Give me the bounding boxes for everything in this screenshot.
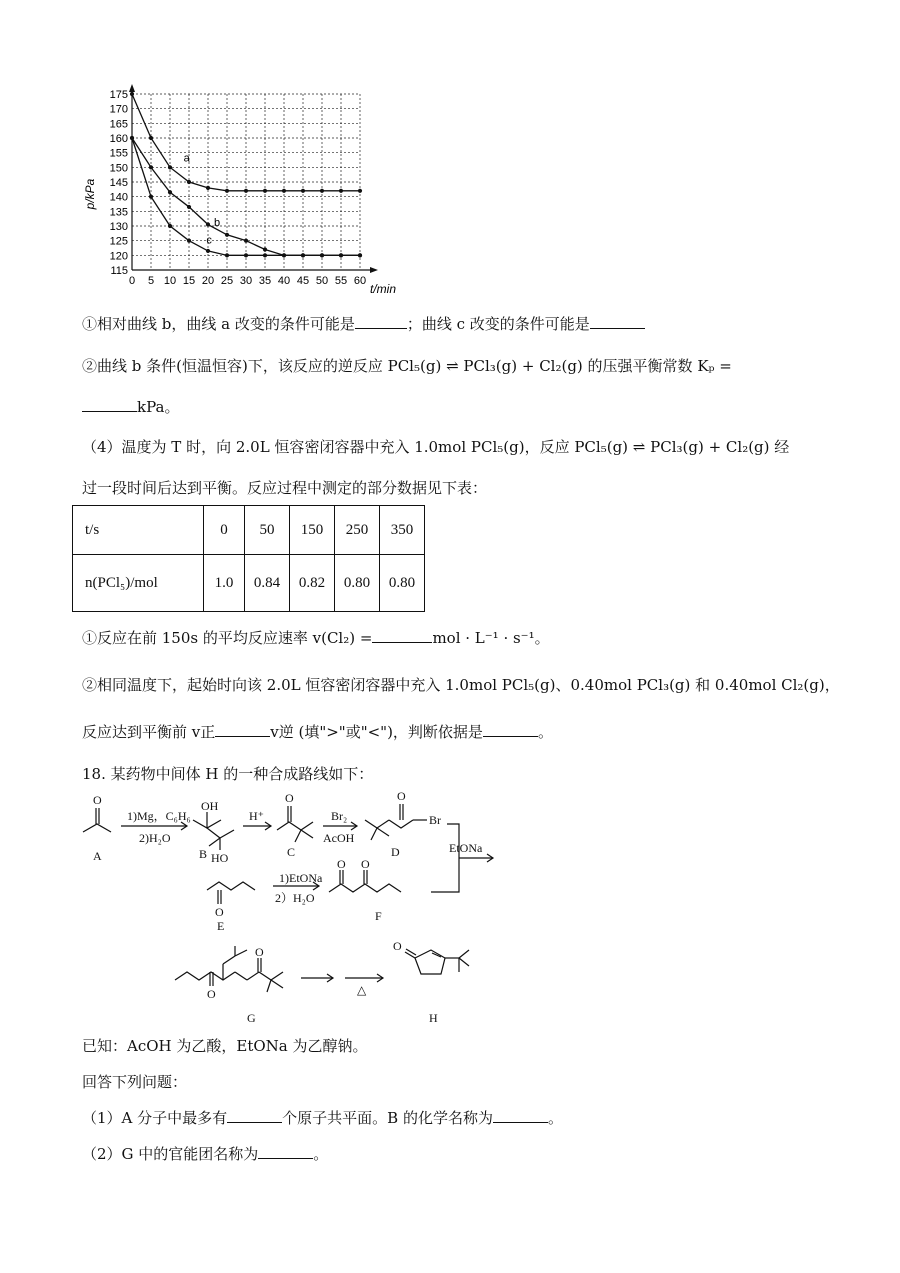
- series-a-point: [263, 247, 267, 251]
- series-b-point: [206, 186, 210, 190]
- y-tick-label: 130: [109, 221, 128, 233]
- oxygen-label: O: [285, 791, 294, 805]
- x-tick-label: 40: [277, 275, 291, 287]
- q18-p1-text-a: （1）A 分子中最多有: [82, 1109, 228, 1127]
- series-b-point: [320, 189, 324, 193]
- label-C: C: [287, 845, 296, 859]
- series-c-point: [244, 253, 248, 257]
- series-b-point: [339, 189, 343, 193]
- oxygen-label: O: [361, 857, 370, 871]
- x-tick-label: 25: [220, 275, 234, 287]
- oxygen-label: O: [207, 987, 216, 1001]
- label-A: A: [93, 849, 102, 863]
- q18-known: 已知：AcOH 为乙酸，EtONa 为乙醇钠。: [82, 1037, 368, 1055]
- answer-blank-c[interactable]: [590, 314, 645, 329]
- series-a-label: a: [183, 152, 190, 165]
- reagent-3a: Br₂: [331, 809, 348, 823]
- x-axis-arrow: [370, 267, 378, 273]
- answer-blank-rate[interactable]: [372, 628, 432, 643]
- reagent-3b: AcOH: [323, 831, 355, 845]
- table-row: [73, 555, 425, 612]
- answer-blank-atoms[interactable]: [227, 1108, 282, 1123]
- q3-line1: [82, 314, 645, 334]
- answer-blank-kp[interactable]: [82, 397, 137, 412]
- reagent-5a: 1)EtONa: [279, 871, 323, 885]
- reagent-2: H⁺: [249, 809, 264, 823]
- data-table: [72, 505, 425, 612]
- x-tick-label: 45: [296, 275, 310, 287]
- series-b-point: [263, 189, 267, 193]
- y-axis-label: p/kPa: [83, 178, 97, 210]
- reagent-1a: 1)Mg，C₆H₆: [127, 809, 191, 823]
- q4-sub3: [82, 722, 553, 742]
- ho-label: HO: [211, 851, 229, 865]
- q18-p1-text-c: 。: [547, 1109, 563, 1127]
- oxygen-label: O: [397, 790, 406, 803]
- series-c-point: [206, 249, 210, 253]
- label-F: F: [375, 909, 382, 923]
- series-c-point: [187, 239, 191, 243]
- table-cell: n(PCl₅)/mol: [73, 555, 204, 612]
- series-b-point: [168, 165, 172, 169]
- series-b-point: [187, 180, 191, 184]
- series-b-point: [130, 92, 134, 96]
- q18-part2: [82, 1144, 328, 1164]
- q18-part1: [82, 1108, 563, 1128]
- oxygen-label: O: [337, 857, 346, 871]
- series-c-point: [130, 136, 134, 140]
- series-a-point: [149, 165, 153, 169]
- y-tick-label: 140: [109, 191, 128, 204]
- oxygen-label: O: [393, 939, 402, 953]
- q18-p2-text-a: （2）G 中的官能团名称为: [82, 1145, 259, 1163]
- label-B: B: [199, 847, 208, 861]
- table-cell: 1.0: [204, 555, 245, 612]
- oxygen-label: O: [215, 905, 224, 919]
- series-b-point: [358, 189, 362, 193]
- series-a-point: [225, 233, 229, 237]
- br-label: Br: [429, 813, 441, 827]
- answer-blank-groups[interactable]: [258, 1144, 313, 1159]
- q4-s1-unit: mol · L⁻¹ · s⁻¹。: [432, 629, 550, 647]
- y-tick-label: 115: [110, 265, 128, 277]
- table-cell: 0: [204, 506, 245, 555]
- q18-answer-prompt: 回答下列问题：: [82, 1073, 188, 1091]
- series-c-point: [301, 253, 305, 257]
- label-D: D: [391, 845, 400, 859]
- label-H: H: [429, 1011, 438, 1025]
- x-tick-label: 35: [258, 275, 272, 287]
- series-a-point: [168, 190, 172, 194]
- reagent-1b: 2)H₂O: [139, 831, 171, 845]
- oxygen-label: O: [93, 793, 102, 807]
- label-G: G: [247, 1011, 256, 1025]
- x-axis-label: t/min: [370, 282, 397, 296]
- label-E: E: [217, 919, 225, 933]
- q4-line1: （4）温度为 T 时，向 2.0L 恒容密闭容器中充入 1.0mol PCl₅(g)，反应 PCl₅(g) ⇌ PCl₃(g) + Cl₂(g) 经: [82, 438, 790, 456]
- y-tick-label: 120: [109, 250, 128, 263]
- oxygen-label: O: [255, 945, 264, 959]
- q18-p1-text-b: 个原子共平面。B 的化学名称为: [282, 1109, 493, 1127]
- y-tick-label: 125: [109, 235, 128, 248]
- kp-unit: kPa。: [137, 398, 180, 416]
- q4-sub2: ②相同温度下，起始时向该 2.0L 恒容密闭容器中充入 1.0mol PCl₅(g)、0.40mol PCl₃(g) 和 0.40mol Cl₂(g)，: [82, 676, 840, 694]
- table-cell: 350: [380, 506, 425, 555]
- series-c-point: [168, 224, 172, 228]
- q4-s3-text-a: 反应达到平衡前 v正: [82, 723, 216, 741]
- series-b-label: b: [214, 216, 221, 229]
- table-cell: 250: [335, 506, 380, 555]
- q18-title: 18. 某药物中间体 H 的一种合成路线如下：: [82, 765, 374, 783]
- series-c-point: [225, 253, 229, 257]
- q4-sub1: [82, 628, 550, 648]
- q18-p2-text-b: 。: [313, 1145, 329, 1163]
- x-tick-label: 55: [334, 275, 348, 287]
- answer-blank-name[interactable]: [493, 1108, 548, 1123]
- series-c-point: [320, 253, 324, 257]
- series-c-point: [149, 195, 153, 199]
- q3-text-a: ①相对曲线 b，曲线 a 改变的条件可能是: [82, 315, 355, 333]
- x-tick-label: 20: [201, 275, 215, 287]
- series-b-point: [301, 189, 305, 193]
- y-tick-label: 145: [109, 177, 128, 189]
- table-cell: 0.80: [335, 555, 380, 612]
- series-b-point: [282, 189, 286, 193]
- y-tick-label: 150: [109, 162, 128, 175]
- x-tick-label: 30: [239, 275, 253, 287]
- series-b-point: [225, 189, 229, 193]
- series-a-point: [187, 205, 191, 209]
- reagent-4: EtONa: [449, 841, 483, 855]
- q4-s3-text-c: 。: [537, 723, 553, 741]
- answer-blank-basis[interactable]: [483, 722, 538, 737]
- x-tick-label: 50: [315, 275, 329, 287]
- y-tick-label: 155: [109, 147, 128, 160]
- q4-s1-text: ①反应在前 150s 的平均反应速率 v(Cl₂) =: [82, 629, 373, 647]
- q3-line2: ②曲线 b 条件(恒温恒容)下，该反应的逆反应 PCl₅(g) ⇌ PCl₃(g) + Cl₂(g) 的压强平衡常数 Kₚ =: [82, 357, 732, 375]
- table-cell: 0.82: [290, 555, 335, 612]
- table-cell: 0.80: [380, 555, 425, 612]
- table-cell: t/s: [73, 506, 204, 555]
- x-tick-label: 10: [163, 275, 177, 287]
- x-tick-label: 15: [182, 275, 196, 287]
- series-b-point: [149, 136, 153, 140]
- x-tick-label: 60: [353, 275, 367, 287]
- series-b-point: [244, 189, 248, 193]
- q3-text-c: ；曲线 c 改变的条件可能是: [406, 315, 590, 333]
- table-row: [73, 506, 425, 555]
- reagent-6: △: [357, 983, 367, 997]
- series-c-label: c: [206, 234, 212, 247]
- y-tick-label: 135: [109, 206, 128, 219]
- series-c-point: [339, 253, 343, 257]
- reagent-5b: 2）H₂O: [275, 891, 315, 905]
- series-c-point: [263, 253, 267, 257]
- answer-blank-a[interactable]: [355, 314, 407, 329]
- q4-s3-text-b: v逆 (填">"或"<")，判断依据是: [270, 723, 483, 741]
- y-axis-arrow: [129, 84, 135, 92]
- series-a-point: [244, 239, 248, 243]
- table-cell: 50: [245, 506, 290, 555]
- y-tick-label: 175: [109, 89, 128, 101]
- synthesis-route-diagram: [75, 790, 535, 1030]
- x-tick-label: 5: [147, 275, 155, 287]
- series-a-point: [206, 222, 210, 226]
- series-c-point: [358, 253, 362, 257]
- table-cell: 150: [290, 506, 335, 555]
- table-cell: 0.84: [245, 555, 290, 612]
- y-tick-label: 165: [109, 118, 128, 131]
- oh-label: OH: [201, 799, 219, 813]
- answer-blank-compare[interactable]: [215, 722, 270, 737]
- y-tick-label: 170: [109, 103, 128, 116]
- q4-line2: 过一段时间后达到平衡。反应过程中测定的部分数据见下表：: [82, 479, 488, 497]
- pressure-time-chart: [80, 82, 420, 302]
- series-c-point: [282, 253, 286, 257]
- x-tick-label: 0: [128, 275, 136, 287]
- q3-line3: [82, 397, 179, 417]
- y-tick-label: 160: [109, 133, 128, 145]
